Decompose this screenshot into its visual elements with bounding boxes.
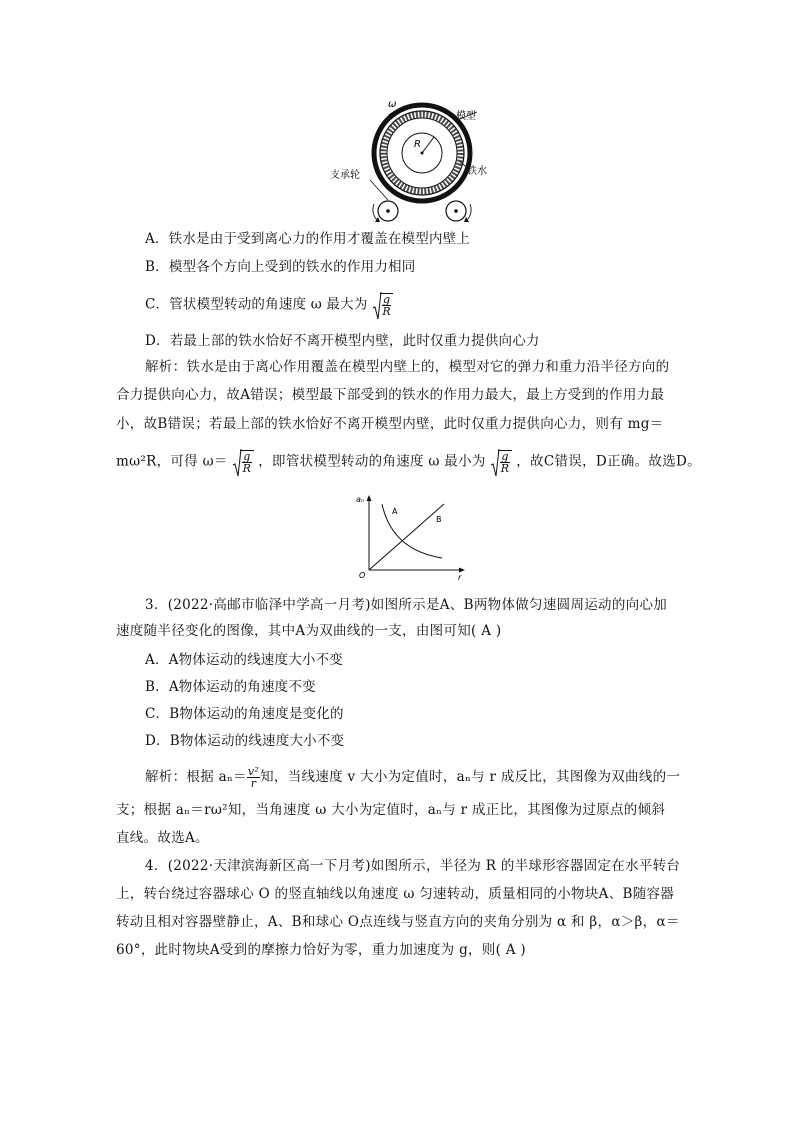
q2-option-a: A．铁水是由于受到离心力的作用才覆盖在模型内壁上: [145, 231, 471, 247]
q3-option-a: A．A物体运动的线速度大小不变: [145, 652, 343, 668]
q2-option-c: [145, 293, 393, 317]
q4-stem-line-3: 转动且相对容器壁静止，A、B和球心 O点连线与竖直方向的夹角分别为 α 和 β，α＞β，α＝: [116, 914, 680, 930]
q3-option-d: D．B物体运动的线速度大小不变: [145, 733, 345, 749]
line-b: [369, 504, 444, 570]
q3-stem-line-1: 3．(2022·高邮市临泽中学高一月考)如图所示是A、B两物体做匀速圆周运动的向心加: [145, 597, 668, 613]
q2-analysis-line-1: 解析：铁水是由于离心作用覆盖在模型内壁上的，模型对它的弹力和重力沿半径方向的: [145, 359, 670, 375]
q3-option-b: B．A物体运动的角速度不变: [145, 679, 316, 695]
q4-stem-line-2: 上，转台绕过容器球心 O 的竖直轴线以角速度 ω 匀速转动，质量相同的小物块A、B随容器: [116, 886, 675, 902]
line-b-label: B: [436, 515, 442, 524]
frac-numerator: g: [243, 450, 251, 463]
frac-numerator: v²: [247, 765, 260, 778]
q3-analysis-line-1-b: 知，当线速度 v 大小为定值时，aₙ与 r 成反比，其图像为双曲线的一: [260, 769, 681, 785]
q2-analysis-line-2: 合力提供向心力，故A错误；模型最下部受到的铁水的作用力最大，最上方受到的作用力最: [116, 387, 665, 403]
sqrt-g-over-r: [372, 293, 393, 317]
q2-analysis-line-4-a: mω²R，可得 ω＝: [116, 453, 228, 470]
frac-denominator: R: [242, 462, 252, 475]
q3-analysis-line-1-a: 解析：根据 aₙ＝: [145, 769, 247, 785]
radius-label: R: [414, 139, 421, 150]
model-label: 模型: [456, 111, 476, 122]
curve-a: [382, 504, 442, 558]
q2-analysis-line-4: [116, 450, 701, 475]
wheel-label: 支承轮: [330, 170, 360, 181]
sqrt-g-over-r-2: [232, 450, 253, 474]
q4-stem-line-4: 60°，此时物块A受到的摩擦力恰好为零，重力加速度为 g，则( A ): [116, 942, 526, 958]
frac-denominator: r: [250, 777, 257, 790]
q2-analysis-line-3: 小，故B错误；若最上部的铁水恰好不离开模型内壁，此时仅重力提供向心力，则有 mg＝: [116, 416, 664, 432]
frac-denominator: R: [500, 462, 510, 475]
q2-option-c-text: C．管状模型转动的角速度 ω 最大为: [145, 296, 368, 313]
sqrt-g-over-r-3: [490, 450, 511, 474]
curve-a-label: A: [392, 507, 398, 516]
q3-analysis-line-1: [145, 766, 705, 789]
q4-stem-line-1: 4．(2022·天津滨海新区高一下月考)如图所示，半径为 R 的半球形容器固定在水平转台: [145, 858, 681, 874]
q2-analysis-line-4-b: ，即管状模型转动的角速度 ω 最小为: [258, 453, 486, 470]
q2-option-d: D．若最上部的铁水恰好不离开模型内壁，此时仅重力提供向心力: [145, 333, 540, 349]
q3-option-c: C．B物体运动的角速度是变化的: [145, 706, 344, 722]
origin-label: O: [359, 571, 366, 580]
q2-option-b: B．模型各个方向上受到的铁水的作用力相同: [145, 259, 416, 275]
frac-numerator: g: [383, 293, 391, 306]
x-axis-label: r: [458, 573, 462, 582]
omega-label: ω: [388, 99, 397, 110]
frac-numerator: g: [501, 450, 509, 463]
frac-denominator: R: [382, 305, 391, 318]
fraction-v2-over-r: [247, 766, 260, 789]
y-axis-label: aₙ: [356, 495, 365, 504]
casting-diagram: [322, 96, 502, 226]
q2-analysis-line-4-c: ，故C错误，D正确。故选D。: [516, 453, 701, 470]
acceleration-graph: [352, 492, 472, 584]
iron-label: 铁水: [467, 166, 487, 177]
q3-analysis-line-2: 支；根据 aₙ＝rω²知，当角速度 ω 大小为定值时，aₙ与 r 成正比，其图像为过原点的倾斜: [116, 802, 666, 818]
q3-analysis-line-3: 直线。故选A。: [116, 830, 209, 846]
q3-stem-line-2: 速度随半径变化的图像，其中A为双曲线的一支，由图可知( A ): [116, 623, 502, 639]
